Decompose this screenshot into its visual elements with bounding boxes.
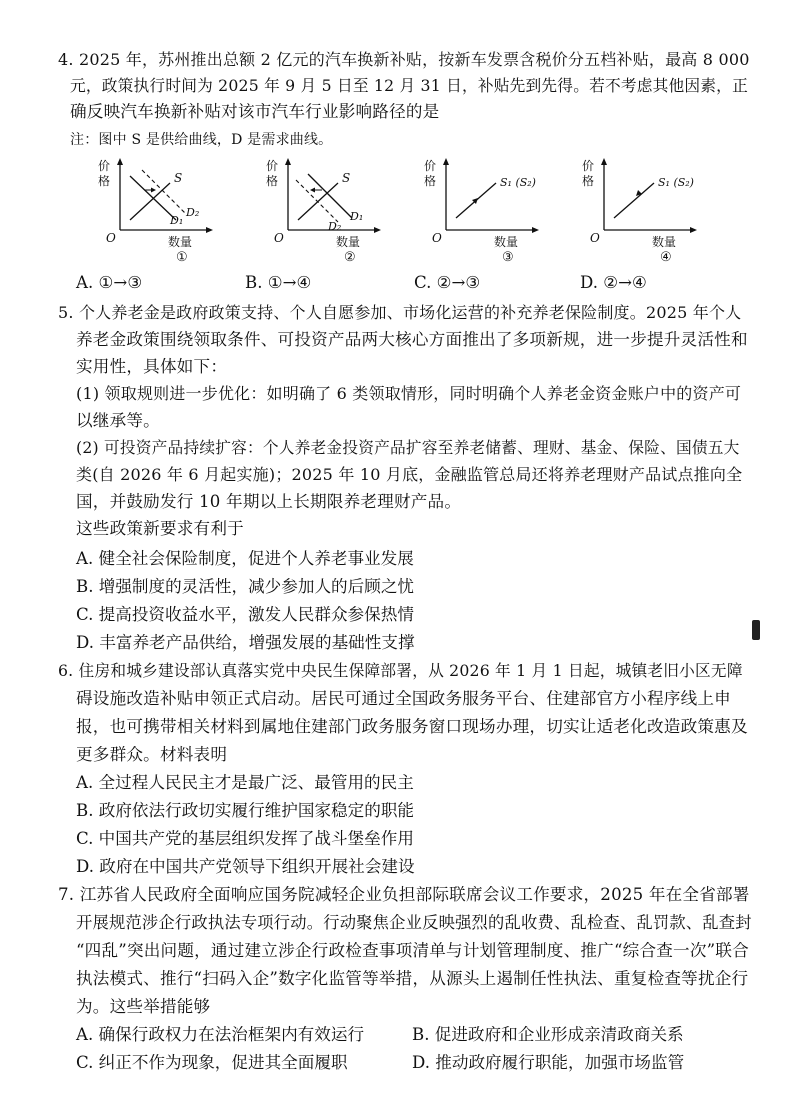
- chart-1-x-arrow: [206, 227, 213, 233]
- q4-note: 注：图中 S 是供给曲线，D 是需求曲线。: [70, 132, 333, 148]
- chart-1-xlabel: 数量: [168, 235, 193, 249]
- chart-1-svg: [98, 158, 248, 263]
- scan-mark: [752, 620, 760, 640]
- chart-3-svg: [424, 158, 574, 263]
- chart-1-y-arrow: [117, 158, 123, 165]
- chart-4-ylabel-1: 价: [582, 159, 595, 173]
- chart-3-origin: O: [432, 231, 442, 245]
- q6-line-2: 碍设施改造补贴申领正式启动。居民可通过全国政务服务平台、住建部官方小程序线上申: [76, 689, 731, 708]
- chart-4: [582, 158, 732, 263]
- chart-3-ylabel-1: 价: [424, 159, 437, 173]
- q5-line-1: 5. 个人养老金是政府政策支持、个人自愿参加、市场化运营的补充养老保险制度。2025 年个人: [58, 303, 742, 322]
- chart-1-s-label: S: [174, 171, 183, 185]
- chart-2-ylabel-1: 价: [266, 159, 279, 173]
- chart-2-y-arrow: [285, 158, 291, 165]
- chart-3: [424, 158, 574, 263]
- q5-option-d[interactable]: D. 丰富养老产品供给，增强发展的基础性支撑: [76, 633, 415, 652]
- chart-4-supply-curve: [614, 183, 654, 218]
- chart-2-xlabel: 数量: [336, 235, 361, 249]
- chart-1-number: ①: [176, 250, 188, 265]
- chart-2-ylabel-2: 格: [266, 174, 279, 188]
- chart-1-origin: O: [106, 231, 116, 245]
- chart-4-xlabel: 数量: [652, 235, 677, 249]
- q4-option-c[interactable]: C. ②→③: [414, 273, 481, 292]
- q6-option-a[interactable]: A. 全过程人民民主才是最广泛、最管用的民主: [76, 773, 414, 792]
- q5-line-5: 以继承等。: [76, 411, 160, 430]
- q7-option-d[interactable]: D. 推动政府履行职能，加强市场监管: [412, 1053, 685, 1072]
- chart-2-origin: O: [274, 231, 284, 245]
- chart-4-svg: [582, 158, 732, 263]
- chart-2-d2-label: D₂: [328, 220, 342, 233]
- q7-option-b[interactable]: B. 促进政府和企业形成亲清政商关系: [412, 1025, 684, 1044]
- q5-line-8: 国，并鼓励发行 10 年期以上长期限养老理财产品。: [76, 492, 462, 511]
- q5-option-a[interactable]: A. 健全社会保险制度，促进个人养老事业发展: [76, 549, 414, 568]
- q7-option-c[interactable]: C. 纠正不作为现象，促进其全面履职: [76, 1053, 348, 1072]
- q5-line-7: 类(自 2026 年 6 月起实施)；2025 年 10 月底，金融监管总局还将养老理财产品试点推向全: [76, 465, 743, 484]
- chart-1-ylabel-1: 价: [98, 159, 111, 173]
- chart-2-s-label: S: [342, 171, 351, 185]
- q5-line-6: (2) 可投资产品持续扩容：个人养老金投资产品扩容至养老储蓄、理财、基金、保险、国债五大: [76, 438, 740, 457]
- q5-option-b[interactable]: B. 增强制度的灵活性，减少参加人的后顾之忧: [76, 577, 415, 596]
- chart-1: [98, 158, 248, 263]
- chart-3-x-arrow: [532, 227, 539, 233]
- q5-stem: 这些政策新要求有利于: [76, 519, 244, 538]
- q6-line-1: 6. 住房和城乡建设部认真落实党中央民生保障部署，从 2026 年 1 月 1 日起，城镇老旧小区无障: [58, 661, 743, 680]
- q5-option-c[interactable]: C. 提高投资收益水平，激发人民群众参保热情: [76, 605, 414, 624]
- chart-2-d1-label: D₁: [350, 210, 364, 223]
- chart-3-s-label: S₁ (S₂): [500, 176, 536, 189]
- chart-1-d1-label: D₁: [170, 214, 184, 227]
- q7-line-4: 执法模式、推行“扫码入企”数字化监管等举措，从源头上遏制任性执法、重复检查等扰企行: [76, 969, 749, 988]
- q5-line-3: 实用性，具体如下：: [76, 357, 228, 376]
- chart-4-ylabel-2: 格: [582, 174, 595, 188]
- chart-4-x-arrow: [690, 227, 697, 233]
- chart-4-s-label: S₁ (S₂): [658, 176, 694, 189]
- q4-option-b[interactable]: B. ①→④: [245, 273, 312, 292]
- chart-2-number: ②: [344, 250, 356, 265]
- q5-line-4: (1) 领取规则进一步优化：如明确了 6 类领取情形，同时明确个人养老金资金账户中的资产可: [76, 384, 742, 403]
- chart-1-d2-label: D₂: [186, 206, 200, 219]
- chart-3-ylabel-2: 格: [424, 174, 437, 188]
- q6-line-4: 更多群众。材料表明: [76, 745, 228, 764]
- chart-4-y-arrow: [601, 158, 607, 165]
- chart-4-number: ④: [660, 250, 672, 265]
- chart-2-shift-arrowhead: [310, 188, 315, 193]
- chart-1-ylabel-2: 格: [98, 174, 111, 188]
- q6-option-d[interactable]: D. 政府在中国共产党领导下组织开展社会建设: [76, 857, 415, 876]
- q4-line-3: 确反映汽车换新补贴对该市汽车行业影响路径的是: [70, 102, 440, 121]
- chart-3-xlabel: 数量: [494, 235, 519, 249]
- q4-option-a[interactable]: A. ①→③: [76, 273, 143, 292]
- q4-option-d[interactable]: D. ②→④: [580, 273, 647, 292]
- chart-2: [266, 158, 416, 263]
- chart-2-x-arrow: [374, 227, 381, 233]
- q5-line-2: 养老金政策围绕领取条件、可投资产品两大核心方面推出了多项新规，进一步提升灵活性和: [76, 330, 748, 349]
- chart-1-supply-curve: [130, 183, 170, 220]
- chart-2-svg: [266, 158, 416, 263]
- chart-1-shift-arrowhead: [151, 188, 156, 193]
- chart-4-origin: O: [590, 231, 600, 245]
- q7-line-3: “四乱”突出问题，通过建立涉企行政检查事项清单与计划管理制度、推广“综合查一次”联合: [76, 941, 749, 960]
- q7-line-2: 开展规范涉企行政执法专项行动。行动聚焦企业反映强烈的乱收费、乱检查、乱罚款、乱查封: [76, 913, 752, 932]
- q6-option-b[interactable]: B. 政府依法行政切实履行维护国家稳定的职能: [76, 801, 415, 820]
- q7-line-1: 7. 江苏省人民政府全面响应国务院减轻企业负担部际联席会议工作要求，2025 年在全省部署: [58, 885, 750, 904]
- q6-option-c[interactable]: C. 中国共产党的基层组织发挥了战斗堡垒作用: [76, 829, 414, 848]
- chart-3-y-arrow: [443, 158, 449, 165]
- q4-line-1: 4. 2025 年，苏州推出总额 2 亿元的汽车换新补贴，按新车发票含税价分五档补贴，最高 8 000: [58, 50, 750, 69]
- q6-line-3: 报，也可携带相关材料到属地住建部门政务服务窗口现场办理，切实让适老化改造政策惠及: [76, 717, 748, 736]
- chart-3-number: ③: [502, 250, 514, 265]
- q7-line-5: 为。这些举措能够: [76, 997, 211, 1016]
- q7-option-a[interactable]: A. 确保行政权力在法治框架内有效运行: [76, 1025, 365, 1044]
- q4-line-2: 元，政策执行时间为 2025 年 9 月 5 日至 12 月 31 日，补贴先到先得。若不考虑其他因素，正: [70, 76, 748, 95]
